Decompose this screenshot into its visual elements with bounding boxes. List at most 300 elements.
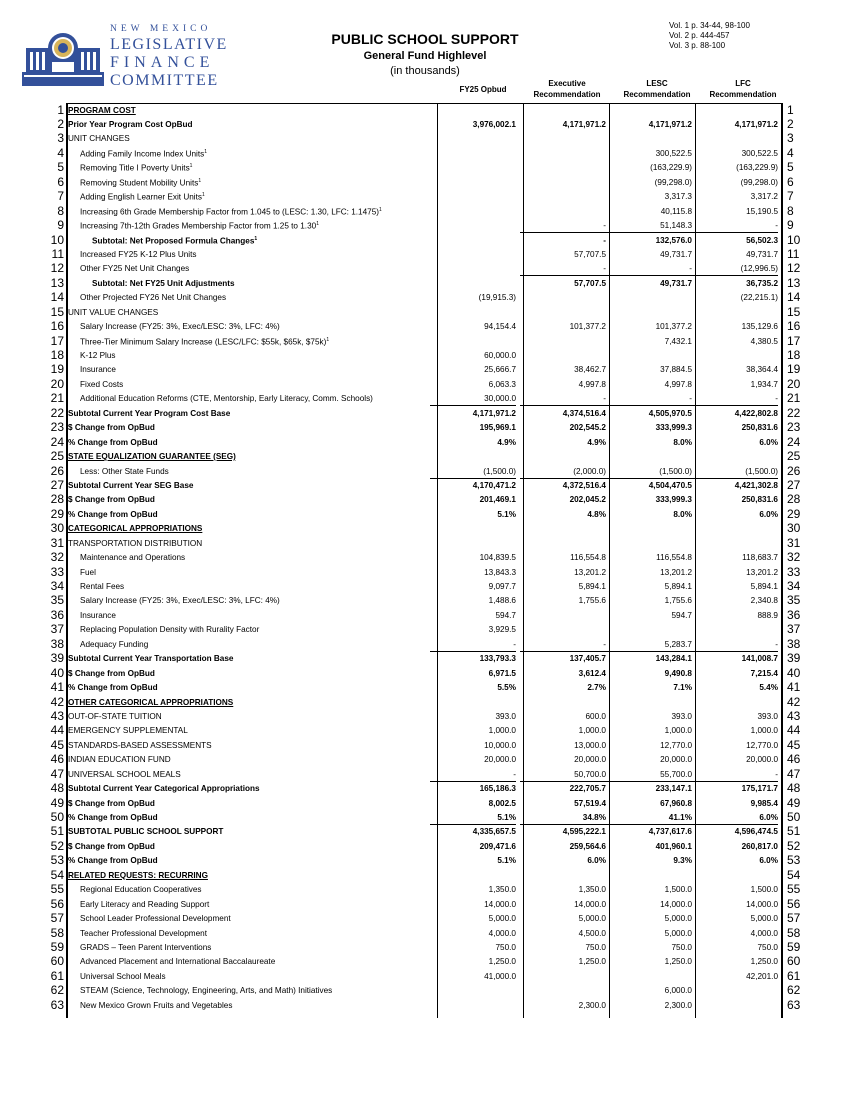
value-cell <box>606 365 692 374</box>
row-label <box>80 380 123 389</box>
value-text: 9,490.8 <box>664 668 692 678</box>
line-number: 51 <box>50 824 64 839</box>
value-text: 116,554.8 <box>656 553 692 563</box>
row-label-text: Fixed Costs <box>80 379 124 389</box>
value-text: - <box>689 394 692 404</box>
value-text: 133,793.3 <box>479 654 516 664</box>
value-cell <box>520 568 606 577</box>
value-cell <box>520 712 606 721</box>
row-label <box>80 914 231 923</box>
value-text: 1,250.0 <box>578 957 606 967</box>
value-text: 750.0 <box>585 942 606 952</box>
line-number: 4 <box>57 145 64 160</box>
value-text: 4,372,516.4 <box>562 480 606 490</box>
table-row <box>0 277 850 291</box>
line-number: 26 <box>50 463 64 478</box>
value-cell <box>520 236 606 245</box>
row-label-text: K-12 Plus <box>80 351 116 361</box>
value-cell <box>520 510 606 519</box>
value-cell <box>606 120 692 129</box>
value-cell <box>430 885 516 894</box>
row-label <box>80 885 202 894</box>
value-text: 1,000.0 <box>488 726 516 736</box>
table-row <box>0 768 850 782</box>
row-label-text: Increasing 7th-12th Grades Membership Factor from 1.25 to 1.30 <box>80 221 317 231</box>
row-label-text: PROGRAM COST <box>68 105 136 115</box>
value-cell <box>520 929 606 938</box>
value-cell <box>430 467 516 479</box>
value-text: 202,045.2 <box>569 495 606 505</box>
line-number-right: 12 <box>787 261 801 276</box>
line-number-right: 26 <box>787 463 801 478</box>
line-number: 13 <box>50 275 64 290</box>
line-number: 35 <box>50 593 64 608</box>
line-number: 49 <box>50 795 64 810</box>
value-text: 30,000.0 <box>484 394 516 404</box>
table-row <box>0 219 850 233</box>
table-row <box>0 161 850 175</box>
line-number: 40 <box>50 665 64 680</box>
value-text: 4,500.0 <box>578 928 606 938</box>
row-label <box>92 279 235 288</box>
line-number: 25 <box>50 449 64 464</box>
value-text: 9,097.7 <box>488 582 516 592</box>
row-label-text: $ Change from OpBud <box>68 841 155 851</box>
row-label-text: UNIVERSAL SCHOOL MEALS <box>68 769 181 779</box>
row-label-text: STEAM (Science, Technology, Engineering, Arts, and Math) Initiatives <box>80 986 333 996</box>
col-header-fy25: FY25 Opbud <box>459 85 507 94</box>
table-row <box>0 465 850 479</box>
value-cell <box>520 221 606 233</box>
value-text: 14,000.0 <box>484 899 516 909</box>
value-cell <box>430 683 516 692</box>
value-cell <box>430 423 516 432</box>
value-cell <box>692 365 778 374</box>
value-text: 5,894.1 <box>750 582 778 592</box>
value-text: 5,000.0 <box>664 914 692 924</box>
value-cell <box>520 438 606 447</box>
value-text: 300,522.5 <box>741 148 778 158</box>
row-label-text: Adding Family Income Index Units <box>80 149 205 159</box>
line-number-right: 17 <box>787 333 801 348</box>
value-cell <box>430 770 516 782</box>
row-label <box>80 640 148 649</box>
value-text: 14,000.0 <box>746 899 778 909</box>
table-row <box>0 710 850 724</box>
value-cell <box>520 957 606 966</box>
value-text: 5,000.0 <box>750 914 778 924</box>
value-cell <box>606 279 692 288</box>
value-cell <box>430 293 516 302</box>
value-text: 5.1% <box>497 509 516 519</box>
value-text: 3,317.3 <box>664 192 692 202</box>
line-number: 43 <box>50 708 64 723</box>
table-row <box>0 190 850 204</box>
row-label <box>68 308 158 317</box>
line-number-right: 37 <box>787 622 801 637</box>
table-row <box>0 320 850 334</box>
line-number-right: 52 <box>787 838 801 853</box>
value-cell <box>692 813 778 825</box>
value-cell <box>606 481 692 490</box>
line-number: 16 <box>50 319 64 334</box>
value-text: 5,894.1 <box>664 582 692 592</box>
value-cell <box>606 986 692 995</box>
value-text: - <box>775 394 778 404</box>
value-cell <box>520 264 606 276</box>
value-text: 20,000.0 <box>660 755 692 765</box>
row-label-text: TRANSPORTATION DISTRIBUTION <box>68 538 203 548</box>
value-text: 60,000.0 <box>484 351 516 361</box>
line-number-right: 62 <box>787 983 801 998</box>
line-number: 58 <box>50 925 64 940</box>
value-cell <box>520 827 606 836</box>
row-label <box>68 438 158 447</box>
value-text: 888.9 <box>757 610 778 620</box>
row-label-text: INDIAN EDUCATION FUND <box>68 755 171 765</box>
value-text: 250,831.6 <box>741 495 778 505</box>
value-text: 1,755.6 <box>664 596 692 606</box>
value-text: 401,960.1 <box>655 841 692 851</box>
table-row <box>0 118 850 132</box>
line-number-right: 20 <box>787 376 801 391</box>
row-label <box>80 351 116 360</box>
value-text: 13,000.0 <box>574 740 606 750</box>
table-row <box>0 955 850 969</box>
line-number: 10 <box>50 232 64 247</box>
line-number-right: 7 <box>787 189 794 204</box>
value-text: 600.0 <box>585 711 606 721</box>
value-cell <box>606 337 692 346</box>
volume-ref: Vol. 3 p. 88-100 <box>669 41 726 50</box>
value-cell <box>606 510 692 519</box>
value-cell <box>430 438 516 447</box>
value-cell <box>430 827 516 836</box>
row-label-text: Increasing 6th Grade Membership Factor from 1.045 to (LESC: 1.30, LFC: 1.1475) <box>80 207 379 217</box>
row-label <box>80 250 197 259</box>
value-cell <box>692 149 778 158</box>
value-cell <box>520 481 606 490</box>
line-number: 22 <box>50 405 64 420</box>
value-text: 4.9% <box>587 437 606 447</box>
value-cell <box>692 264 778 276</box>
value-text: 4,335,657.5 <box>472 827 516 837</box>
row-label <box>68 784 260 793</box>
table-row <box>0 450 850 464</box>
value-text: 57,519.4 <box>574 798 606 808</box>
line-number: 34 <box>50 579 64 594</box>
value-cell <box>430 799 516 808</box>
table-row <box>0 421 850 435</box>
value-cell <box>430 625 516 634</box>
value-text: 4,997.8 <box>664 379 692 389</box>
value-cell <box>606 611 692 620</box>
value-text: 40,115.8 <box>660 206 692 216</box>
value-text: 1,250.0 <box>750 957 778 967</box>
value-cell <box>692 669 778 678</box>
value-cell <box>606 827 692 836</box>
value-cell <box>520 799 606 808</box>
value-text: 20,000.0 <box>746 755 778 765</box>
value-text: 57,707.5 <box>574 249 606 259</box>
line-number-right: 38 <box>787 636 801 651</box>
line-number-right: 9 <box>787 218 794 233</box>
line-number: 11 <box>51 246 64 261</box>
value-text: 6.0% <box>759 509 778 519</box>
row-label <box>80 322 280 331</box>
value-cell <box>430 972 516 981</box>
row-label-text: Removing Title I Poverty Units <box>80 164 190 174</box>
value-text: (2,000.0) <box>573 466 606 476</box>
value-text: 49,731.7 <box>660 278 692 288</box>
line-number: 62 <box>50 983 64 998</box>
row-label-text: % Change from OpBud <box>68 509 158 519</box>
value-text: 4,000.0 <box>750 928 778 938</box>
value-cell <box>606 250 692 259</box>
value-text: 13,201.2 <box>660 567 692 577</box>
value-cell <box>692 755 778 764</box>
line-number: 14 <box>50 290 64 305</box>
col-header-lfc <box>698 78 788 100</box>
value-text: (99,298.0) <box>740 177 778 187</box>
value-cell <box>430 654 516 663</box>
value-text: 15,190.5 <box>746 206 778 216</box>
value-cell <box>692 943 778 952</box>
row-label <box>80 163 192 173</box>
value-cell <box>430 495 516 504</box>
row-label <box>68 120 193 129</box>
row-label-text: Insurance <box>80 610 116 620</box>
line-number-right: 56 <box>787 896 801 911</box>
value-cell <box>692 510 778 519</box>
row-label-text: $ Change from OpBud <box>68 668 155 678</box>
row-label <box>80 943 211 952</box>
value-text: 12,770.0 <box>660 740 692 750</box>
value-text: (12,996.5) <box>740 264 778 274</box>
line-number-right: 60 <box>787 954 801 969</box>
value-cell <box>692 221 778 233</box>
table-row <box>0 132 850 146</box>
row-label-text: UNIT VALUE CHANGES <box>68 307 159 317</box>
line-number-right: 1 <box>787 102 794 117</box>
col-header-executive <box>522 78 612 100</box>
row-label <box>80 337 329 347</box>
row-label-text: Subtotal Current Year SEG Base <box>68 480 194 490</box>
line-number: 36 <box>50 607 64 622</box>
line-number: 9 <box>57 218 64 233</box>
line-number-right: 36 <box>787 607 801 622</box>
table-row <box>0 941 850 955</box>
table-row <box>0 883 850 897</box>
table-row <box>0 912 850 926</box>
table-row <box>0 248 850 262</box>
value-cell <box>606 885 692 894</box>
value-text: 4,737,617.6 <box>648 827 692 837</box>
table-row <box>0 811 850 825</box>
line-number: 5 <box>57 160 64 175</box>
value-text: 51,148.3 <box>660 221 692 231</box>
value-text: - <box>775 769 778 779</box>
line-number-right: 18 <box>787 348 801 363</box>
line-number-right: 50 <box>787 810 801 825</box>
row-label <box>68 654 233 663</box>
value-cell <box>430 640 516 652</box>
table-row <box>0 667 850 681</box>
line-number-right: 58 <box>787 925 801 940</box>
row-label <box>80 149 207 159</box>
value-text: 4,504,470.5 <box>648 480 692 490</box>
line-number: 1 <box>57 102 64 117</box>
logo-line-finance: FINANCE <box>110 54 215 71</box>
line-number: 55 <box>50 882 64 897</box>
row-label <box>68 106 136 115</box>
table-row <box>0 825 850 839</box>
row-label-text: $ Change from OpBud <box>68 495 155 505</box>
value-cell <box>606 467 692 479</box>
value-text: 4.9% <box>497 437 516 447</box>
value-text: 104,839.5 <box>479 553 516 563</box>
line-number-right: 63 <box>787 997 801 1012</box>
value-text: 4,421,302.8 <box>734 480 778 490</box>
line-number-right: 11 <box>787 246 800 261</box>
line-number-right: 33 <box>787 564 801 579</box>
line-number-right: 54 <box>787 867 801 882</box>
row-label <box>68 712 162 721</box>
table-row <box>0 234 850 248</box>
line-number: 23 <box>50 420 64 435</box>
value-text: 13,201.2 <box>574 567 606 577</box>
row-label <box>68 669 155 678</box>
value-text: 165,186.3 <box>479 784 516 794</box>
value-text: (22,215.1) <box>740 293 778 303</box>
footnote-marker: 1 <box>189 163 193 170</box>
value-text: 34.8% <box>582 813 606 823</box>
line-number: 37 <box>50 622 64 637</box>
value-text: 4,171,971.2 <box>648 120 692 130</box>
table-row <box>0 970 850 984</box>
table-row <box>0 739 850 753</box>
row-label-text: Adding English Learner Exit Units <box>80 192 202 202</box>
line-number-right: 29 <box>787 506 801 521</box>
row-label <box>68 827 223 836</box>
value-text: - <box>603 235 606 245</box>
table-row <box>0 854 850 868</box>
value-cell <box>520 726 606 735</box>
value-cell <box>692 582 778 591</box>
value-cell <box>692 885 778 894</box>
col-header-line: Recommendation <box>533 90 601 99</box>
line-number-right: 32 <box>787 550 801 565</box>
value-text: 135,129.6 <box>741 322 778 332</box>
value-cell <box>430 322 516 331</box>
line-number: 44 <box>50 723 64 738</box>
line-number-right: 53 <box>787 853 801 868</box>
table-row <box>0 436 850 450</box>
value-cell <box>606 322 692 331</box>
table-row <box>0 335 850 349</box>
value-text: 5,283.7 <box>664 639 692 649</box>
line-number: 60 <box>50 954 64 969</box>
row-label <box>68 799 155 808</box>
line-number-right: 39 <box>787 651 801 666</box>
value-text: 2,340.8 <box>750 596 778 606</box>
value-cell <box>692 957 778 966</box>
line-number: 57 <box>50 911 64 926</box>
value-text: 4,000.0 <box>488 928 516 938</box>
row-label-text: % Change from OpBud <box>68 437 158 447</box>
value-cell <box>520 553 606 562</box>
row-label <box>80 568 96 577</box>
value-text: (99,298.0) <box>654 177 692 187</box>
value-cell <box>520 914 606 923</box>
line-number: 19 <box>50 362 64 377</box>
value-cell <box>430 755 516 764</box>
line-number-right: 28 <box>787 492 801 507</box>
row-label <box>80 986 332 995</box>
row-label-text: $ Change from OpBud <box>68 423 155 433</box>
line-number: 41 <box>50 680 64 695</box>
value-text: 3,612.4 <box>578 668 606 678</box>
footnote-marker: 1 <box>201 192 205 199</box>
row-label-text: Teacher Professional Development <box>80 928 207 938</box>
row-label <box>80 900 209 909</box>
value-text: 1,000.0 <box>578 726 606 736</box>
value-cell <box>692 394 778 406</box>
value-cell <box>606 755 692 764</box>
line-number: 56 <box>50 896 64 911</box>
row-label <box>80 929 207 938</box>
logo-line-committee: COMMITTEE <box>110 72 219 89</box>
table-row <box>0 522 850 536</box>
row-label-text: Additional Education Reforms (CTE, Mentorship, Early Literacy, Comm. Schools) <box>80 394 373 404</box>
line-number-right: 46 <box>787 752 801 767</box>
table-row <box>0 652 850 666</box>
value-cell <box>430 351 516 360</box>
value-text: 3,317.2 <box>750 192 778 202</box>
value-cell <box>430 784 516 793</box>
line-number: 33 <box>50 564 64 579</box>
row-label-text: OTHER CATEGORICAL APPROPRIATIONS <box>68 697 234 707</box>
line-number-right: 27 <box>787 477 801 492</box>
value-text: 4,171,971.2 <box>472 408 516 418</box>
col-header-line: Executive <box>548 79 586 88</box>
value-text: 42,201.0 <box>746 971 778 981</box>
value-text: 9,985.4 <box>750 798 778 808</box>
row-label <box>68 726 188 735</box>
row-label-text: Other FY25 Net Unit Changes <box>80 264 190 274</box>
line-number-right: 16 <box>787 319 801 334</box>
value-text: 4,170,471.2 <box>472 480 516 490</box>
row-label <box>68 842 155 851</box>
value-text: 6.0% <box>759 813 778 823</box>
line-number-right: 31 <box>787 535 801 550</box>
row-label <box>68 423 155 432</box>
value-cell <box>692 972 778 981</box>
line-number-right: 21 <box>787 391 801 406</box>
value-cell <box>430 510 516 519</box>
line-number: 38 <box>50 636 64 651</box>
table-row <box>0 782 850 796</box>
row-label-text: Subtotal Current Year Transportation Base <box>68 654 234 664</box>
value-text: 14,000.0 <box>574 899 606 909</box>
value-cell <box>606 192 692 201</box>
value-text: 4,997.8 <box>578 379 606 389</box>
table-row <box>0 566 850 580</box>
line-number-right: 22 <box>787 405 801 420</box>
value-cell <box>606 640 692 652</box>
footnote-marker: 1 <box>316 221 319 228</box>
line-number-right: 57 <box>787 911 801 926</box>
